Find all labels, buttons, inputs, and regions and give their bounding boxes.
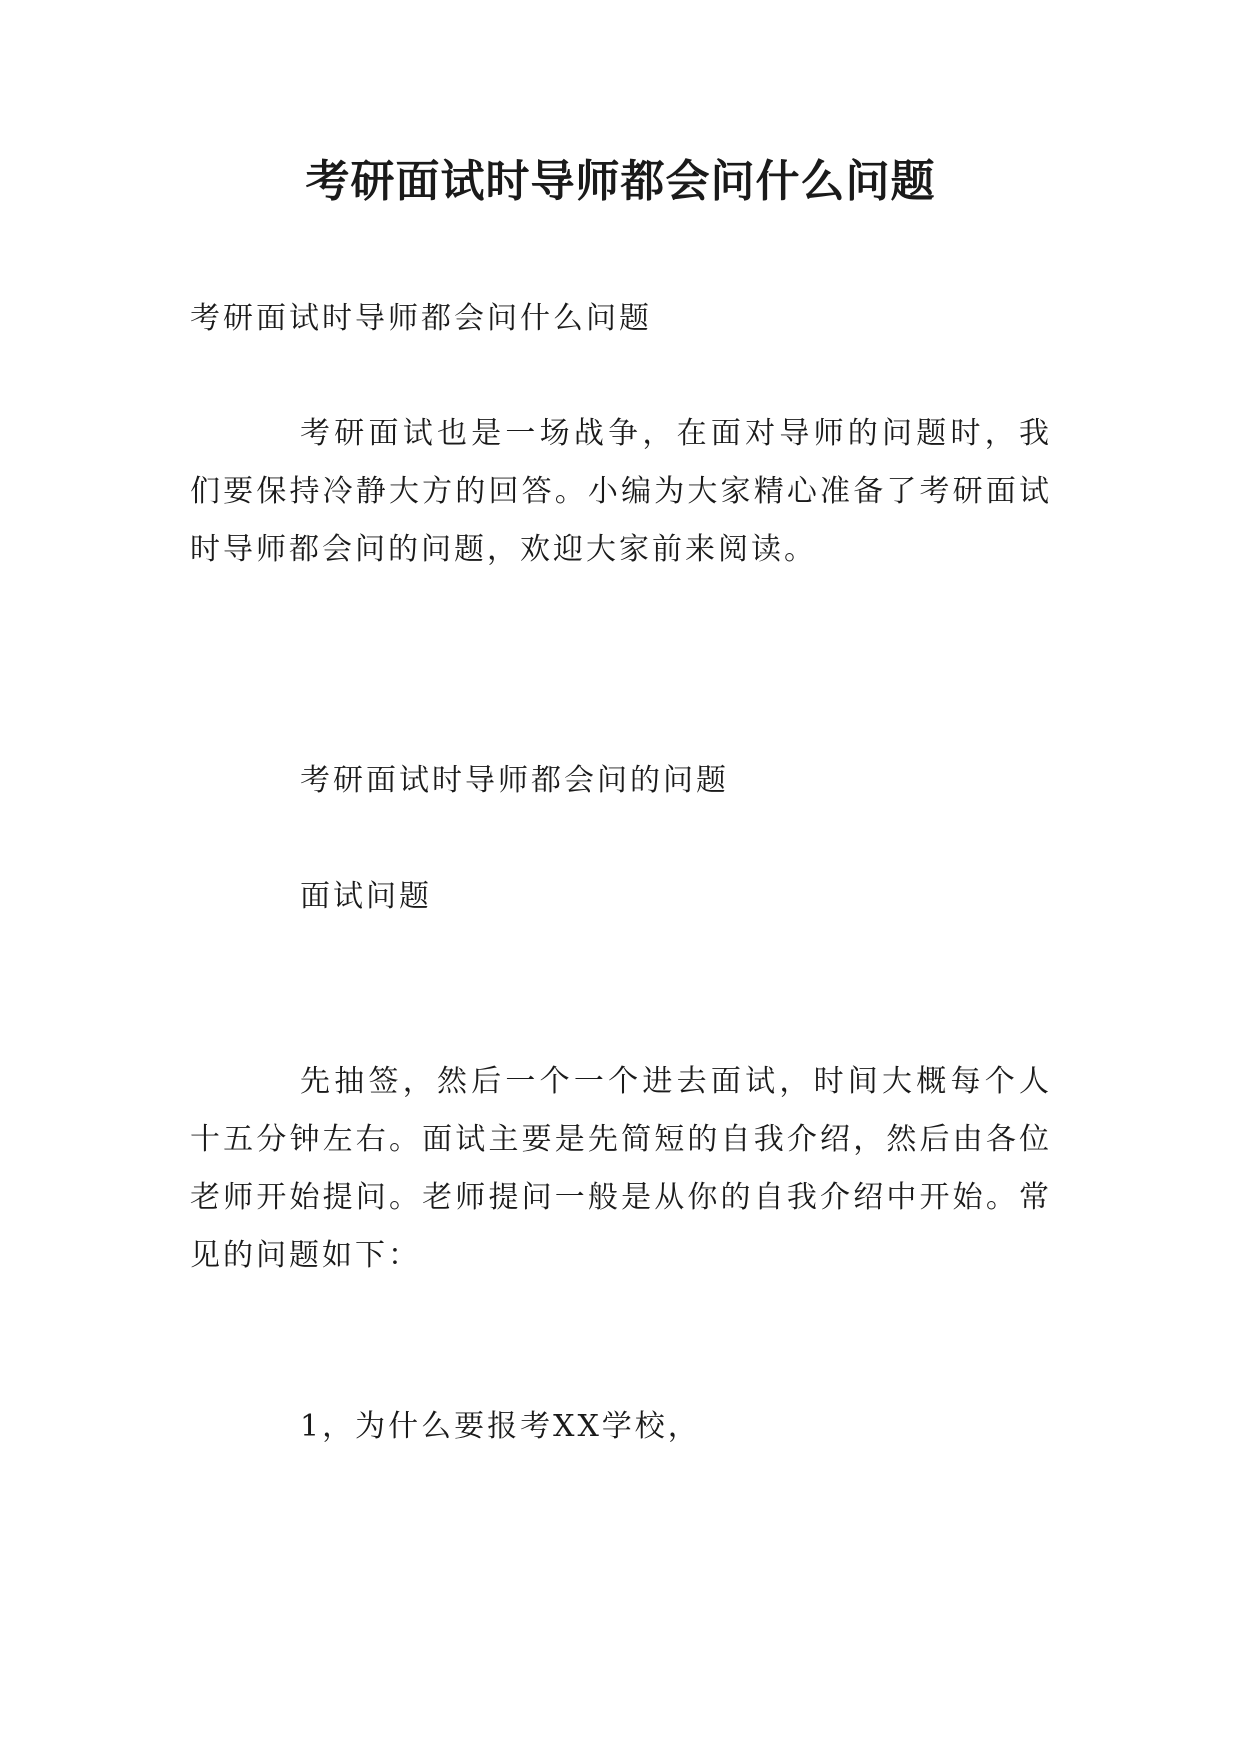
document-subtitle: 考研面试时导师都会问什么问题 bbox=[190, 301, 652, 336]
section-heading-questions: 考研面试时导师都会问的问题 bbox=[300, 763, 729, 798]
body-paragraph: 先抽签，然后一个一个进去面试，时间大概每个人十五分钟左右。面试主要是先简短的自我介绍，然后由各位老师开始提问。老师提问一般是从你的自我介绍中开始。常见的问题如下： bbox=[190, 1064, 1052, 1273]
list-item-1: 1，为什么要报考XX学校， bbox=[300, 1409, 701, 1444]
section-heading-interview: 面试问题 bbox=[300, 879, 432, 914]
document-title: 考研面试时导师都会问什么问题 bbox=[305, 156, 936, 207]
intro-paragraph: 考研面试也是一场战争，在面对导师的问题时，我们要保持冷静大方的回答。小编为大家精心准备了考研面试时导师都会问的问题，欢迎大家前来阅读。 bbox=[190, 416, 1052, 567]
